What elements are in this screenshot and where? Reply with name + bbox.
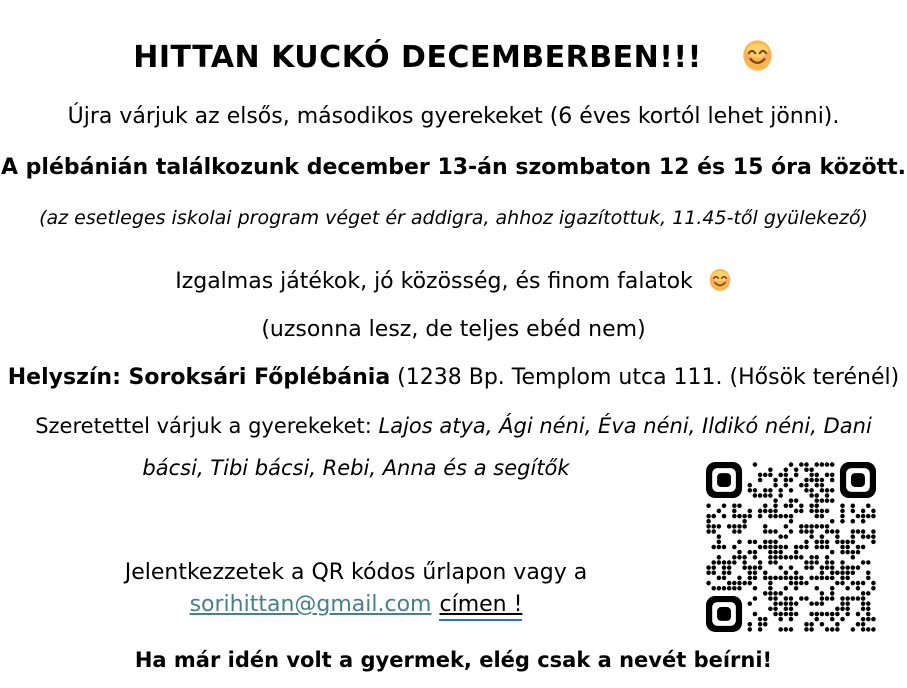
email-suffix: címen ! [439,592,522,621]
signup-line: Jelentkezzetek a QR kódos űrlapon vagy a [124,560,588,585]
welcome-line-2: bácsi, Tibi bácsi, Rebi, Anna és a segítők [142,456,570,480]
schedule-note-line: (az esetleges iskolai program véget ér addigra, ahhoz igazítottuk, 11.45-től gyülekező) [39,207,868,229]
intro-line: Újra várjuk az elsős, másodikos gyerekeket (6 éves kortól lehet jönni). [67,104,840,129]
snack-line: (uzsonna lesz, de teljes ebéd nem) [261,317,646,342]
qr-code [706,462,876,632]
location-line [0,365,907,390]
email-line [0,592,712,621]
title-row [0,40,907,75]
welcome-line-1 [0,414,907,438]
final-note-line: Ha már idén volt a gyermek, elég csak a nevét beírni! [134,648,773,672]
page-title: HITTAN KUCKÓ DECEMBERBEN!!! [133,40,702,75]
fun-line [0,269,907,294]
location-label: Helyszín: Soroksári Főplébánia [7,365,391,390]
email-link[interactable]: sorihittan@gmail.com [189,592,432,617]
fun-text: Izgalmas játékok, jó közösség, és finom falatok [175,269,693,294]
meeting-line: A plébánián találkozunk december 13-án szombaton 12 és 15 óra között. [0,155,906,180]
welcome-prefix: Szeretettel várjuk a gyerekeket: [35,414,379,438]
welcome-names: Lajos atya, Ági néni, Éva néni, Ildikó néni, Dani [378,414,872,438]
location-address: (1238 Bp. Templom utca 111. (Hősök terénél) [390,365,900,390]
smiling-face-emoji-icon [741,39,774,72]
smiling-face-emoji-icon [708,268,732,292]
